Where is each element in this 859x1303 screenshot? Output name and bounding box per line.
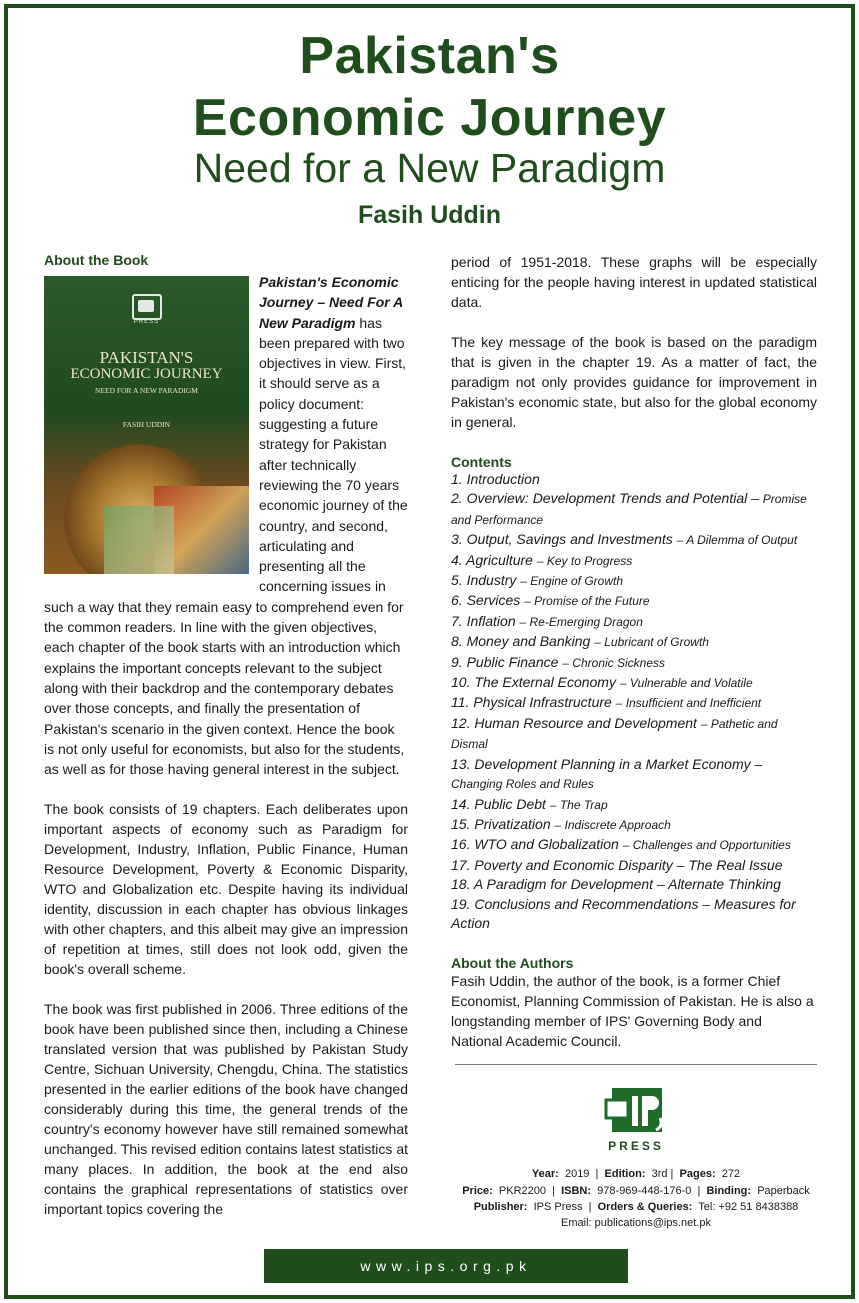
contents-item-subtitle: Promise and Performance xyxy=(451,492,807,527)
cover-title-line-2: ECONOMIC JOURNEY xyxy=(70,366,223,382)
publication-paragraph: The book was first published in 2006. Three editions of the book have been published since then, including a Chinese translated version that was published by Pakistan Study Centre, Sichuan University, Chengdu, China. The statistics presented in the earlier editions of the book have changed considerably during this time, the general trends of the country's economy however have still remained somewhat unchanged. This revised edition contains latest statistics at many places. In addition, the book at the end also contains the graphical representations of statistics over important topics covering the xyxy=(44,1001,408,1218)
contents-item-subtitle: – Lubricant of Growth xyxy=(594,635,709,650)
contents-item-title: 5. Industry xyxy=(451,572,517,589)
year-label: Year: xyxy=(531,1168,559,1180)
price-value: PKR2200 xyxy=(498,1185,546,1197)
left-column xyxy=(44,252,408,1219)
contents-item xyxy=(451,632,817,652)
contents-item xyxy=(451,591,817,611)
isbn-value: 978-969-448-176-0 xyxy=(597,1185,692,1197)
contents-item-title: 2. Overview: Development Trends and Potential – xyxy=(451,490,759,507)
contents-item-subtitle: – Indiscrete Approach xyxy=(554,817,671,832)
details-email[interactable]: Email: publications@ips.net.pk xyxy=(561,1217,711,1229)
contents-item-title: 16. WTO and Globalization xyxy=(451,836,619,853)
contents-item-subtitle: – The Trap xyxy=(549,797,608,812)
contents-item-subtitle: – Promise of the Future xyxy=(524,594,650,609)
contents-item xyxy=(451,470,817,489)
contents-item xyxy=(451,815,817,835)
contents-item-title: 3. Output, Savings and Investments xyxy=(451,531,673,548)
about-book-heading: About the Book xyxy=(44,252,149,268)
contents-item-title: 4. Agriculture xyxy=(451,551,533,568)
about-authors-heading: About the Authors xyxy=(451,955,574,972)
details-line-2: Price: PKR2200 | ISBN: 978-969-448-176-0 | Binding: Paperback xyxy=(462,1185,810,1197)
key-message-paragraph: The key message of the book is based on the paradigm that is given in the chapter 19. As a matter of fact, the paradigm not only provides guidance for improvement in Pakistan's economic state, but also for the global economy in general. xyxy=(451,334,817,430)
price-label: Price: xyxy=(462,1185,493,1197)
binding-value: Paperback xyxy=(757,1185,810,1197)
chapters-paragraph: The book consists of 19 chapters. Each deliberates upon important aspects of economy such as Paradigm for Development, Industry, Inflation, Public Finance, Human Resource Development, Poverty & Economic Disparity, WTO and Globalization etc. Despite having its individual identity, discussion in each chapter has obvious linkages with other chapters, and this albeit may give an impression of repetition at times, still does not look odd, given the book's overall scheme. xyxy=(44,801,408,978)
title-line-1: Pakistan's xyxy=(299,27,560,85)
contents-list xyxy=(451,470,817,933)
cover-title-line-1: PAKISTAN'S xyxy=(99,348,194,367)
ips-press-label: PRESS xyxy=(608,1139,664,1153)
contents-item-subtitle: – A Dilemma of Output xyxy=(676,533,798,548)
contents-item-title: 1. Introduction xyxy=(451,471,540,487)
right-column xyxy=(451,252,817,1051)
book-cover-image xyxy=(44,276,249,574)
contents-item xyxy=(451,875,817,894)
contents-item xyxy=(451,530,817,550)
contents-item-title: 18. A Paradigm for Development – Alternate Thinking xyxy=(451,876,781,893)
contents-item xyxy=(451,835,817,855)
details-line-3: Publisher: IPS Press | Orders & Queries: Tel: +92 51 8438388 xyxy=(473,1201,799,1213)
contents-item-title: 17. Poverty and Economic Disparity – The Real Issue xyxy=(451,856,783,873)
contents-item-subtitle: – Key to Progress xyxy=(536,553,633,568)
pages-label: Pages: xyxy=(679,1168,716,1180)
contents-item-title: 9. Public Finance xyxy=(451,653,559,670)
cover-author: FASIH UDDIN xyxy=(122,420,171,429)
website-url[interactable]: www.ips.org.pk xyxy=(264,1249,628,1283)
contents-item xyxy=(451,489,817,530)
publisher-value: IPS Press xyxy=(533,1201,583,1213)
contents-item-subtitle: – Chronic Sickness xyxy=(562,655,666,670)
isbn-label: ISBN: xyxy=(561,1185,592,1197)
contents-item-title: 12. Human Resource and Development xyxy=(451,714,697,731)
contents-item xyxy=(451,551,817,571)
contents-item-title: 6. Services xyxy=(451,592,521,609)
contents-item-title: 14. Public Debt xyxy=(451,795,546,812)
binding-label: Binding: xyxy=(706,1185,752,1197)
ips-logo-icon xyxy=(132,294,162,320)
orders-label: Orders & Queries: xyxy=(597,1201,693,1213)
contents-item-subtitle: – Engine of Growth xyxy=(520,574,623,589)
edition-value: 3rd xyxy=(651,1168,668,1180)
contents-item-title: 11. Physical Infrastructure xyxy=(451,694,612,711)
contents-item xyxy=(451,856,817,875)
contents-heading: Contents xyxy=(451,454,512,470)
contents-item xyxy=(451,895,817,934)
contents-item-subtitle: – Insufficient and Inefficient xyxy=(615,696,762,711)
contents-item-subtitle: – Challenges and Opportunities xyxy=(622,838,791,853)
contents-item-subtitle: – Vulnerable and Volatile xyxy=(619,676,753,691)
contents-item-subtitle: Changing Roles and Rules xyxy=(451,777,594,792)
contents-item-title: 13. Development Planning in a Market Economy – xyxy=(451,755,763,772)
publisher-label: Publisher: xyxy=(473,1201,528,1213)
contents-item xyxy=(451,653,817,673)
contents-item xyxy=(451,795,817,815)
pages-value: 272 xyxy=(721,1168,741,1180)
publication-paragraph-continued: period of 1951-2018. These graphs will be especially enticing for the people having interest in updated statistical data. xyxy=(451,254,817,310)
contents-item xyxy=(451,755,817,795)
cover-subtitle: NEED FOR A NEW PARADIGM xyxy=(95,386,198,395)
about-authors-text: Fasih Uddin, the author of the book, is a former Chief Economist, Planning Commission of Pakistan. He is also a longstanding member of IPS' Governing Body and National Academic Council. xyxy=(451,973,814,1050)
orders-value: Tel: +92 51 8438388 xyxy=(698,1201,799,1213)
contents-item-title: 15. Privatization xyxy=(451,815,551,832)
details-line-1: Year: 2019 | Edition: 3rd | Pages: 272 xyxy=(531,1168,741,1180)
contents-item-subtitle: – Pathetic and Dismal xyxy=(451,716,778,752)
divider-line xyxy=(455,1064,817,1065)
contents-item xyxy=(451,612,817,632)
ips-logo-icon xyxy=(604,1086,668,1138)
contents-item xyxy=(451,571,817,591)
contents-item-title: 8. Money and Banking xyxy=(451,633,591,650)
contents-item xyxy=(451,673,817,693)
cover-banknote-art xyxy=(104,506,174,574)
year-value: 2019 xyxy=(564,1168,590,1180)
contents-item-subtitle: – Re-Emerging Dragon xyxy=(519,614,643,629)
contents-item-title: 19. Conclusions and Recommendations – Measures for Action xyxy=(451,895,796,931)
cover-press-label: PRESS xyxy=(133,319,160,325)
contents-item xyxy=(451,693,817,713)
author-name: Fasih Uddin xyxy=(357,201,502,229)
contents-item-title: 7. Inflation xyxy=(451,612,516,629)
intro-text: has been prepared with two objectives in view. First, it should serve as a policy document: suggesting a future strategy for Pakistan after technically reviewing the 70 years economic journey of the country, and second, articulating and presenting all the concerning issues in such a way that they remain easy to comprehend even for the common readers. In line with the given objectives, each chapter of the book starts with an introduction which explains the important concepts relevant to the subject along with their backdrop and the contemporary debates over those concepts, and finally the presentation of Pakistan's scenario in the given context. Hence the book is not only useful for economists, but also for the students, as well as for those having general interest in the subject. xyxy=(44,314,408,778)
subtitle: Need for a New Paradigm xyxy=(193,145,666,191)
intro-book-title: Pakistan's Economic Journey – Need For A New Paradigm xyxy=(259,274,403,331)
title-line-2: Economic Journey xyxy=(192,89,667,147)
contents-item xyxy=(451,714,817,755)
edition-label: Edition: xyxy=(604,1168,646,1180)
contents-item-title: 10. The External Economy xyxy=(451,674,616,691)
